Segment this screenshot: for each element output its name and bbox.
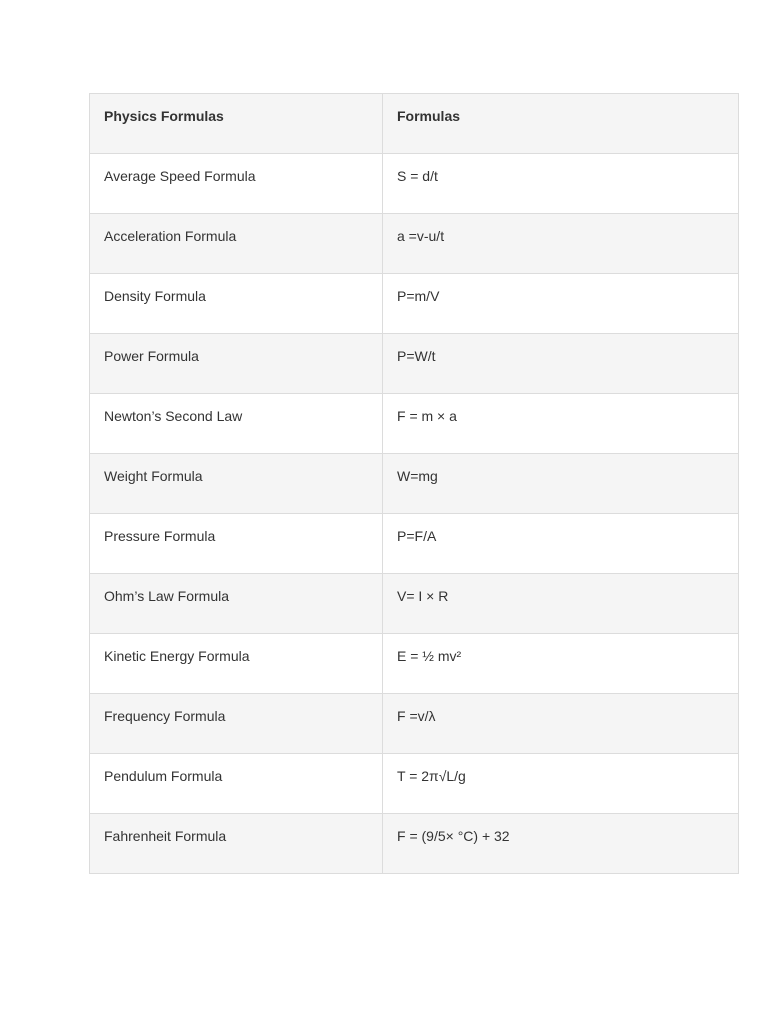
table-row bbox=[90, 154, 739, 214]
formula-expression-cell: W=mg bbox=[383, 454, 739, 514]
formula-name-cell: Average Speed Formula bbox=[90, 154, 383, 214]
header-row bbox=[90, 94, 739, 154]
formula-expression-cell: P=m/V bbox=[383, 274, 739, 334]
column-header-physics-formulas: Physics Formulas bbox=[90, 94, 383, 154]
formula-expression-cell: a =v-u/t bbox=[383, 214, 739, 274]
formula-name-cell: Pendulum Formula bbox=[90, 754, 383, 814]
formula-expression-cell: E = ½ mv² bbox=[383, 634, 739, 694]
table-header bbox=[90, 94, 739, 154]
formula-name-cell: Power Formula bbox=[90, 334, 383, 394]
table-row bbox=[90, 274, 739, 334]
table-row bbox=[90, 574, 739, 634]
table-row bbox=[90, 634, 739, 694]
formula-name-cell: Ohm’s Law Formula bbox=[90, 574, 383, 634]
table-row bbox=[90, 214, 739, 274]
formula-name-cell: Fahrenheit Formula bbox=[90, 814, 383, 874]
formula-table-container bbox=[89, 93, 738, 874]
column-header-formulas: Formulas bbox=[383, 94, 739, 154]
formula-expression-cell: F =v/λ bbox=[383, 694, 739, 754]
formula-expression-cell: P=F/A bbox=[383, 514, 739, 574]
table-row bbox=[90, 754, 739, 814]
table-row bbox=[90, 394, 739, 454]
table-row bbox=[90, 694, 739, 754]
formula-expression-cell: F = m × a bbox=[383, 394, 739, 454]
table-row bbox=[90, 514, 739, 574]
formula-expression-cell: T = 2π√L/g bbox=[383, 754, 739, 814]
table-body bbox=[90, 154, 739, 874]
formula-name-cell: Newton’s Second Law bbox=[90, 394, 383, 454]
formula-expression-cell: V= I × R bbox=[383, 574, 739, 634]
formula-expression-cell: F = (9/5× °C) + 32 bbox=[383, 814, 739, 874]
table-row bbox=[90, 454, 739, 514]
formula-name-cell: Pressure Formula bbox=[90, 514, 383, 574]
formula-expression-cell: P=W/t bbox=[383, 334, 739, 394]
formula-name-cell: Frequency Formula bbox=[90, 694, 383, 754]
physics-formulas-table bbox=[89, 93, 739, 874]
formula-name-cell: Weight Formula bbox=[90, 454, 383, 514]
formula-name-cell: Density Formula bbox=[90, 274, 383, 334]
formula-name-cell: Acceleration Formula bbox=[90, 214, 383, 274]
formula-name-cell: Kinetic Energy Formula bbox=[90, 634, 383, 694]
table-row bbox=[90, 814, 739, 874]
table-row bbox=[90, 334, 739, 394]
formula-expression-cell: S = d/t bbox=[383, 154, 739, 214]
